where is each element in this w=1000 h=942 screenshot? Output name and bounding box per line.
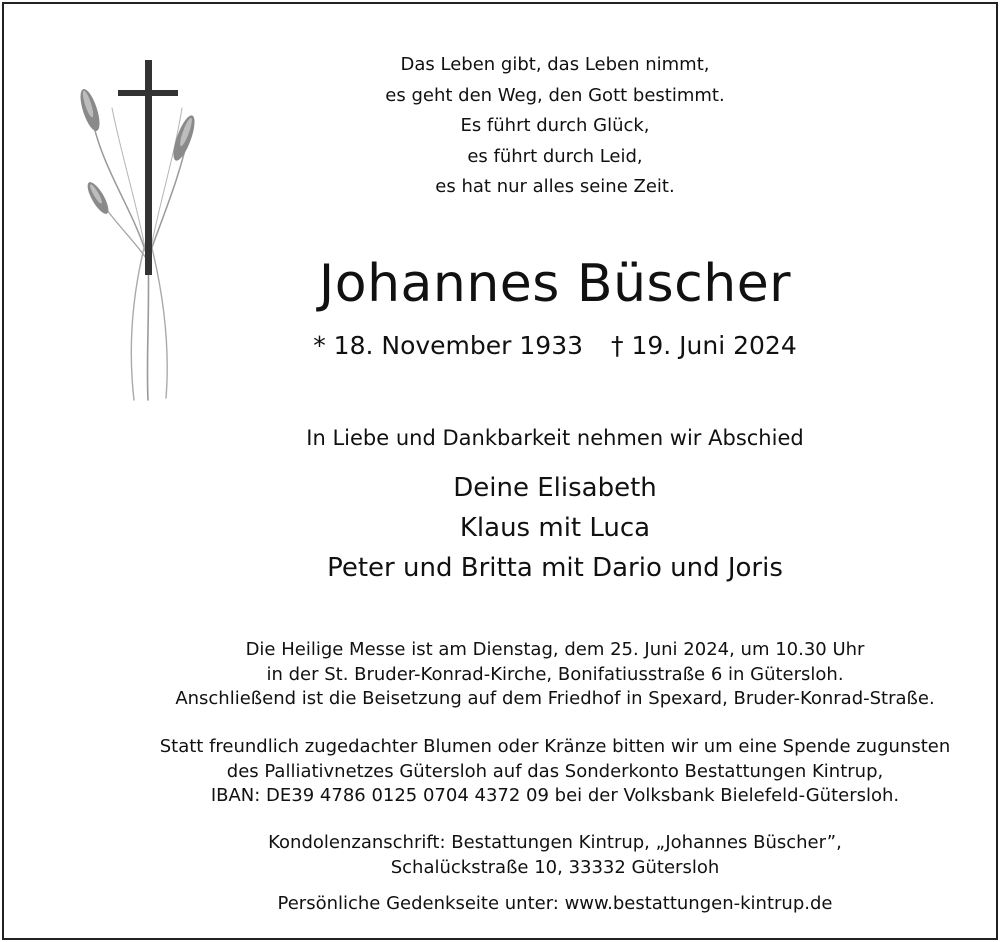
poem (110, 50, 1000, 203)
donation-line: IBAN: DE39 4786 0125 0704 4372 09 bei der Volksbank Bielefeld-Gütersloh. (210, 785, 900, 806)
condolence-address (110, 831, 1000, 880)
condolence-line: Schalückstraße 10, 33332 Gütersloh (390, 856, 720, 878)
mass-line: Die Heilige Messe ist am Dienstag, dem 25. Juni 2024, um 10.30 Uhr (245, 639, 865, 660)
poem-line: Es führt durch Glück, (460, 115, 650, 136)
birth-date: * 18. November 1933 (313, 331, 584, 360)
donation-info (110, 735, 1000, 809)
poem-line: es geht den Weg, den Gott bestimmt. (385, 84, 725, 106)
mourners-list (110, 468, 1000, 588)
life-dates (110, 328, 1000, 364)
poem-line: Das Leben gibt, das Leben nimmt, (400, 54, 710, 75)
mass-line: Anschließend ist die Beisetzung auf dem Friedhof in Spexard, Bruder-Konrad-Straße. (175, 688, 935, 709)
mourner-line: Deine Elisabeth (453, 473, 657, 503)
poem-line: es hat nur alles seine Zeit. (435, 176, 675, 197)
memorial-page-link: Persönliche Gedenkseite unter: www.bestattungen-kintrup.de (277, 893, 833, 914)
mass-line: in der St. Bruder-Konrad-Kirche, Bonifatiusstraße 6 in Gütersloh. (266, 663, 844, 685)
donation-line: Statt freundlich zugedachter Blumen oder Kränze bitten wir um eine Spende zugunsten (159, 736, 951, 757)
poem-line: es führt durch Leid, (467, 145, 643, 167)
deceased-name: Johannes Büscher (318, 254, 792, 314)
condolence-line: Kondolenzanschrift: Bestattungen Kintrup, „Johannes Büscher”, (268, 832, 842, 853)
mourner-line: Klaus mit Luca (459, 513, 651, 543)
mourner-line: Peter und Britta mit Dario und Joris (327, 553, 783, 583)
farewell-text: In Liebe und Dankbarkeit nehmen wir Abschied (306, 426, 804, 450)
mass-info (110, 638, 1000, 712)
donation-line: des Palliativnetzes Gütersloh auf das Sonderkonto Bestattungen Kintrup, (226, 760, 884, 782)
death-date: † 19. Juni 2024 (611, 331, 797, 360)
